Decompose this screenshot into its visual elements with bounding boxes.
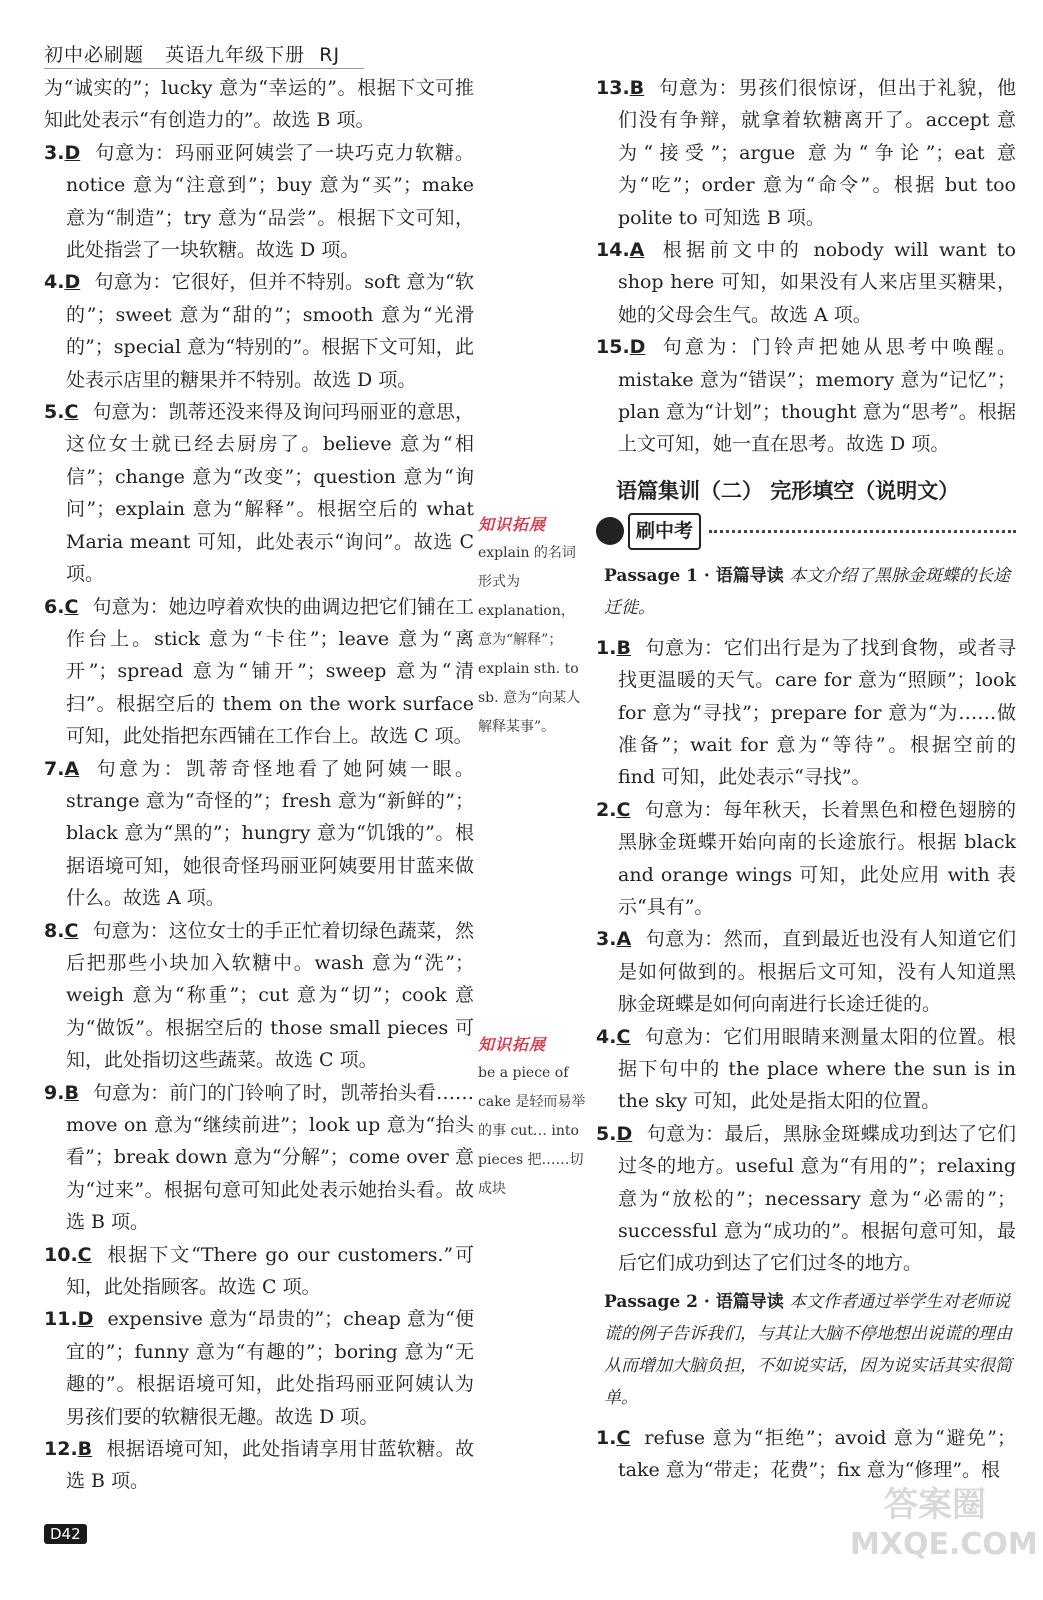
question-number: 3. [44,141,65,164]
subject-title: 英语九年级下册 [165,44,306,66]
question-number: 4. [596,1025,617,1048]
question-number: 14. [596,239,630,262]
question-number: 1. [596,636,617,659]
edition-label: RJ [319,44,341,66]
sidebar-note-2 [478,1030,588,1204]
question-number: 15. [596,336,630,359]
explanation-text: 句意为：凯蒂还没来得及询问玛丽亚的意思，这位女士就已经去厨房了。believe 意为“相信”；change 意为“改变”；question 意为“询问”；explain 意为“解释”。根据空后的 what Maria meant 可知，此处表示“询问”。故选 C 项。 [66,401,474,586]
answer-letter: C [616,798,631,821]
intro-text: 为“诚实的”；lucky 意为“幸运的”。根据下文可推知此处表示“有创造力的”。故选 B 项。 [44,77,474,132]
question-number: 13. [596,77,630,99]
question-number: 11. [44,1308,78,1331]
answer-item [44,915,474,1077]
answer-item [596,234,1016,331]
left-column [44,72,474,1498]
sidebar-text: explain 的名词形式为 explanation，意为“解释”；explain sth. to sb. 意为“向某人解释某事”。 [478,545,581,735]
answer-letter: A [629,239,645,262]
left-answer-list [44,137,474,1498]
sidebar-tag: 知识拓展 [478,515,547,534]
watermark-top: 答案圈 [884,1485,986,1525]
explanation-text: refuse 意为“拒绝”；avoid 意为“避免”；take 意为“带走；花费”；fix 意为“修理”。根 [618,1426,1016,1482]
explanation-text: 句意为：玛丽亚阿姨尝了一块巧克力软糖。notice 意为“注意到”；buy 意为“买”；make 意为“制造”；try 意为“品尝”。根据下文可知，此处指尝了一块软糖。故选 D 项。 [66,141,474,262]
answer-letter: C [64,919,79,942]
explanation-text: 句意为：它们出行是为了找到食物，或者寻找更温暖的天气。care for 意为“照顾”；look for 意为“寻找”；prepare for 意为“为……做准备”；wait for 意为“等待”。根据空前的 find 可知，此处表示“寻找”。 [618,636,1016,789]
passage1-text: 本文介绍了黑脉金斑蝶的长途迁徙。 [604,565,1011,618]
question-number: 2. [596,798,617,821]
header-rule [44,68,364,69]
explanation-text: 句意为：男孩们很惊讶，但出于礼貌，他们没有争辩，就拿着软糖离开了。accept 意为“接受”；argue 意为“争论”；eat 意为“吃”；order 意为“命令”。根据 but too polite to 可知选 B 项。 [618,77,1016,229]
question-number: 4. [44,271,65,294]
answer-letter: B [77,1438,93,1461]
answer-item [44,266,474,396]
answer-letter: C [616,1426,631,1449]
question-number: 1. [596,1426,617,1449]
answer-letter: D [629,336,646,359]
explanation-text: 句意为：她边哼着欢快的曲调边把它们铺在工作台上。stick 意为“卡住”；leave 意为“离开”；spread 意为“铺开”；sweep 意为“清扫”。根据空后的 them on the work surface 可知，此处指把东西铺在工作台上。故选 C 项。 [66,595,474,748]
answer-item [44,396,474,590]
badge-circle-icon [596,517,624,545]
answer-letter: A [616,928,632,951]
question-number: 9. [44,1081,65,1104]
section-title: 语篇集训（二） 完形填空（说明文） [616,478,960,503]
answer-item [44,1077,474,1239]
passage2-text: 本文作者通过举学生对老师说谎的例子告诉我们，与其让大脑不停地想出说谎的理由从而增加大脑负担，不如说实话，因为说实话其实很简单。 [604,1291,1012,1408]
question-number: 5. [44,401,65,424]
explanation-text: 句意为：然而，直到最近也没有人知道它们是如何做到的。根据后文可知，没有人知道黑脉金斑蝶是如何向南进行长途迁徙的。 [618,928,1016,1016]
answer-item [596,331,1016,461]
question-number: 3. [596,928,617,951]
answer-item [44,1303,474,1433]
book-title: 初中必刷题 [44,44,145,66]
exam-badge [596,513,1016,549]
answer-item [596,632,1016,794]
watermark [850,1485,1038,1565]
explanation-text: expensive 意为“昂贵的”；cheap 意为“便宜的”；funny 意为“有趣的”；boring 意为“无趣的”。根据语境可知，此处指玛丽亚阿姨认为男孩们要的软糖很无趣。故选 D 项。 [66,1308,474,1428]
page-header [44,40,340,67]
question-number: 10. [44,1243,78,1266]
sidebar-tag: 知识拓展 [478,1035,547,1054]
passage2-answer-list [596,1422,1016,1487]
answer-letter: D [77,1308,94,1331]
answer-letter: B [616,636,631,659]
answer-letter: B [629,77,645,99]
explanation-text: 根据前文中的 nobody will want to shop here 可知，如果没有人来店里买糖果，她的父母会生气。故选 A 项。 [618,239,1016,326]
question-number: 8. [44,919,65,942]
explanation-text: 句意为：它们用眼睛来测量太阳的位置。根据下句中的 the place where the sun is in the sky 可知，此处是指太阳的位置。 [618,1025,1016,1113]
explanation-text: 句意为：最后，黑脉金斑蝶成功到达了它们过冬的地方。useful 意为“有用的”；relaxing 意为“放松的”；necessary 意为“必需的”；successful 意为“成功的”。根据句意可知，最后它们成功到达了它们过冬的地方。 [618,1122,1016,1275]
explanation-text: 句意为：它很好，但并不特别。soft 意为“软的”；sweet 意为“甜的”；smooth 意为“光滑的”；special 意为“特别的”。根据下文可知，此处表示店里的糖果并不特别。故选 D 项。 [66,271,474,391]
passage1-guide [604,560,1016,624]
passage1-answer-list [596,632,1016,1280]
passage2-label: Passage 2 · 语篇导读 [604,1291,784,1312]
answer-letter: C [64,595,79,618]
page-number: D42 [44,1524,87,1544]
explanation-text: 根据语境可知，此处指请享用甘蓝软糖。故选 B 项。 [66,1438,474,1493]
question-number: 12. [44,1438,78,1461]
answer-item [596,1118,1016,1280]
sidebar-note-1 [478,510,588,742]
explanation-text: 句意为：凯蒂奇怪地看了她阿姨一眼。strange 意为“奇怪的”；fresh 意为“新鲜的”；black 意为“黑的”；hungry 意为“饥饿的”。根据语境可知，她很奇怪玛丽亚阿姨要用甘蓝来做什么。故选 A 项。 [66,757,474,910]
explanation-text: 句意为：每年秋天，长着黑色和橙色翅膀的黑脉金斑蝶开始向南的长途旅行。根据 black and orange wings 可知，此处应用 with 表示“具有”。 [618,798,1016,918]
answer-letter: C [77,1243,92,1266]
answer-letter: B [64,1081,79,1104]
answer-item [44,1433,474,1498]
answer-letter: C [64,401,79,424]
answer-item [596,1021,1016,1118]
explanation-text: 句意为：这位女士的手正忙着切绿色蔬菜，然后把那些小块加入软糖中。wash 意为“洗”；weigh 意为“称重”；cut 意为“切”；cook 意为“做饭”。根据空后的 those small pieces 可知，此处指切这些蔬菜。故选 C 项。 [66,919,474,1072]
answer-letter: D [616,1122,633,1145]
explanation-text: 根据下文“There go our customers.”可知，此处指顾客。故选 C 项。 [66,1243,474,1299]
answer-item [596,923,1016,1020]
answer-letter: A [64,757,80,780]
answer-item [44,591,474,753]
answer-item [596,794,1016,924]
question-number: 5. [596,1122,617,1145]
passage2-guide [604,1286,1016,1414]
dotted-rule [709,530,1016,533]
answer-item [596,1422,1016,1487]
badge-label: 刷中考 [628,513,701,549]
answer-letter: C [616,1025,631,1048]
answer-item [44,753,474,915]
explanation-text: 句意为：门铃声把她从思考中唤醒。mistake 意为“错误”；memory 意为“记忆”；plan 意为“计划”；thought 意为“思考”。根据上文可知，她一直在思考。故选 D 项。 [618,336,1016,456]
question-number: 7. [44,757,65,780]
sidebar-text: be a piece of cake 是轻而易举的事 cut… into pieces 把……切成块 [478,1065,586,1197]
answer-item [44,1239,474,1304]
question-number: 6. [44,595,65,618]
explanation-text: 句意为：前门的门铃响了时，凯蒂抬头看…… move on 意为“继续前进”；look up 意为“抬头看”；break down 意为“分解”；come over 意为“过来”。根据句意可知此处表示她抬头看。故选 B 项。 [66,1081,474,1234]
answer-item [596,72,1016,234]
right-column [596,72,1016,1487]
watermark-bottom: MXQE.COM [850,1527,1038,1562]
right-answer-list [596,72,1016,461]
answer-letter: D [64,271,81,294]
answer-letter: D [64,141,81,164]
answer-item [44,137,474,267]
passage1-label: Passage 1 · 语篇导读 [604,565,784,586]
